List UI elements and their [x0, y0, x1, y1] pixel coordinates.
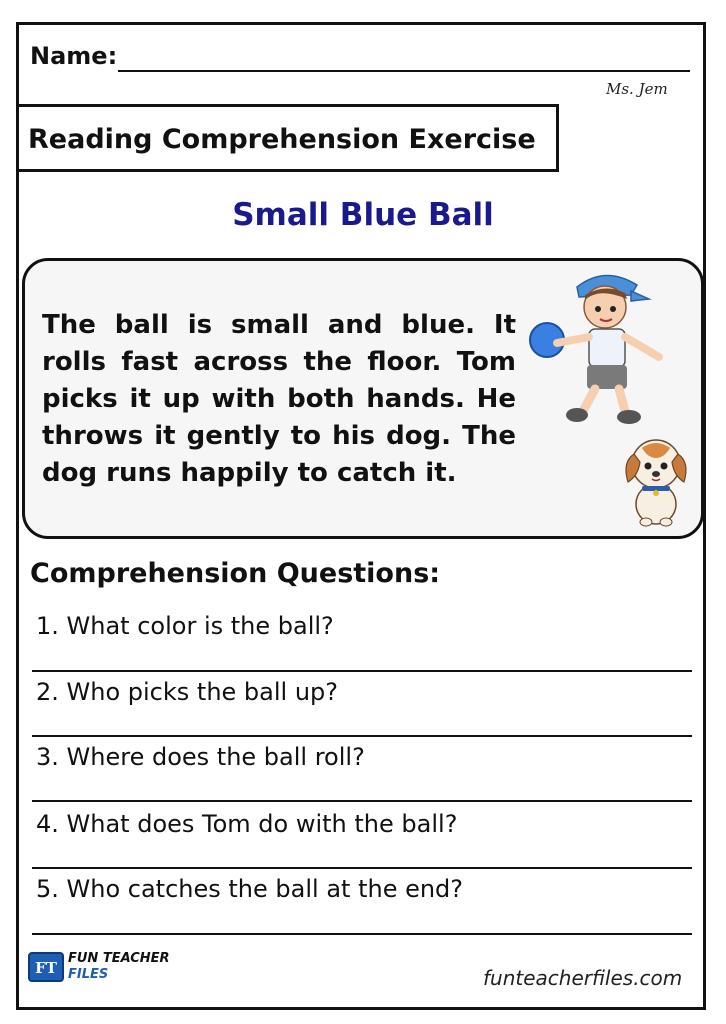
header-title-box: [16, 104, 559, 172]
story-text: The ball is small and blue. It rolls fast across the floor. Tom picks it up with both hands. He throws it gently to his dog. The dog runs happily to catch it.: [42, 310, 516, 488]
logo-line-2: FILES: [68, 967, 109, 982]
answer-line-3[interactable]: [32, 800, 692, 802]
answer-line-5[interactable]: [32, 933, 692, 935]
boy-illustration: [527, 265, 677, 440]
answer-line-4[interactable]: [32, 867, 692, 869]
logo-initials: FT: [35, 959, 57, 977]
questions-heading: Comprehension Questions:: [30, 558, 441, 589]
name-write-line[interactable]: [118, 70, 690, 72]
author-signature: Ms. Jem: [606, 80, 668, 98]
answer-line-1[interactable]: [32, 670, 692, 672]
question-3: 3. Where does the ball roll?: [36, 743, 365, 771]
name-label: Name:: [30, 42, 118, 70]
answer-line-2[interactable]: [32, 735, 692, 737]
logo-wordmark: [68, 951, 170, 983]
name-field-row: [30, 42, 690, 74]
logo-line-1: FUN TEACHER: [68, 951, 170, 966]
question-4: 4. What does Tom do with the ball?: [36, 810, 458, 838]
question-1: 1. What color is the ball?: [36, 612, 334, 640]
question-2: 2. Who picks the ball up?: [36, 678, 339, 706]
question-5: 5. Who catches the ball at the end?: [36, 875, 464, 903]
header-title: Reading Comprehension Exercise: [28, 124, 536, 155]
fun-teacher-files-logo: [28, 952, 66, 984]
dog-illustration: [620, 432, 692, 528]
story-title: Small Blue Ball: [232, 197, 494, 233]
website-link[interactable]: funteacherfiles.com: [483, 966, 683, 990]
